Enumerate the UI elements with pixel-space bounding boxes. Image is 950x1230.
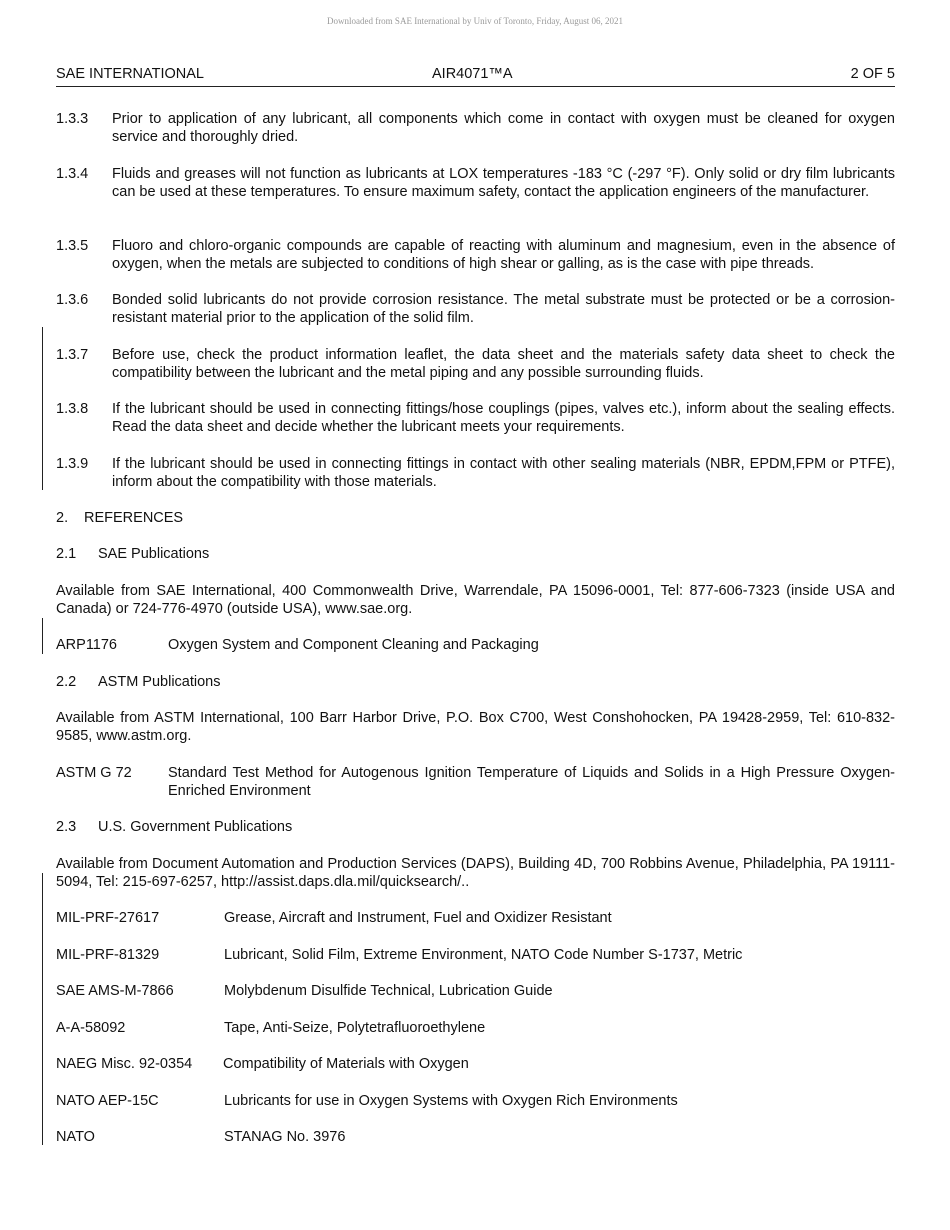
reference-item — [56, 764, 895, 800]
reference-item — [56, 946, 895, 964]
paragraph-number: 1.3.8 — [56, 401, 89, 417]
paragraph-1-3-6 — [56, 291, 895, 327]
paragraph-number: 1.3.7 — [56, 347, 89, 363]
heading-number: 2. — [56, 510, 69, 526]
reference-item — [56, 1019, 895, 1037]
reference-code: NATO — [56, 1129, 95, 1145]
reference-item — [56, 636, 895, 654]
reference-description: Oxygen System and Component Cleaning and Packaging — [168, 637, 539, 653]
reference-description: Compatibility of Materials with Oxygen — [223, 1056, 469, 1072]
reference-description: STANAG No. 3976 — [224, 1129, 346, 1145]
paragraph-number: 1.3.3 — [56, 111, 89, 127]
subsection-heading-astm — [56, 673, 221, 691]
reference-description: Lubricants for use in Oxygen Systems with Oxygen Rich Environments — [224, 1093, 678, 1109]
reference-description: Grease, Aircraft and Instrument, Fuel and Oxidizer Resistant — [224, 910, 612, 926]
reference-code: MIL-PRF-81329 — [56, 947, 160, 963]
heading-number: 2.2 — [56, 674, 77, 690]
government-availability: Available from Document Automation and Production Services (DAPS), Building 4D, 700 Robbins Avenue, Philadelphia, PA 19111-5094, Tel: 215-697-6257, http://assist.daps.dla.mil/quicksearch/.. — [56, 856, 895, 890]
paragraph-1-3-7 — [56, 346, 895, 382]
header-doc-id: AIR4071™A — [432, 66, 513, 82]
sae-availability: Available from SAE International, 400 Commonwealth Drive, Warrendale, PA 15096-0001, Tel: 877-606-7323 (inside USA and Canada) or 724-776-4970 (outside USA), www.sae.org. — [56, 583, 895, 617]
paragraph-number: 1.3.6 — [56, 292, 89, 308]
paragraph-text: Prior to application of any lubricant, all components which come in contact with oxygen must be cleaned for oxygen service and thoroughly dried. — [112, 111, 895, 145]
heading-title: ASTM Publications — [98, 674, 221, 690]
revision-change-bar — [42, 873, 43, 1145]
paragraph-1-3-5 — [56, 237, 895, 273]
reference-code: A-A-58092 — [56, 1020, 126, 1036]
paragraph-1-3-9 — [56, 455, 895, 491]
paragraph-text: If the lubricant should be used in connecting fittings in contact with other sealing materials (NBR, EPDM,FPM or PTFE), inform about the compatibility with those materials. — [112, 456, 895, 490]
reference-code: SAE AMS-M-7866 — [56, 983, 174, 999]
paragraph-text: Fluids and greases will not function as lubricants at LOX temperatures -183 °C (-297 °F). Only solid or dry film lubricants can be used at these temperatures. To ensure maximum safety, contact the application engineers of the manufacturer. — [112, 166, 895, 200]
reference-code: NATO AEP-15C — [56, 1093, 159, 1109]
paragraph-1-3-8 — [56, 400, 895, 436]
heading-title: SAE Publications — [98, 546, 210, 562]
reference-description: Lubricant, Solid Film, Extreme Environment, NATO Code Number S-1737, Metric — [224, 947, 743, 963]
heading-title: REFERENCES — [84, 510, 184, 526]
paragraph-number: 1.3.5 — [56, 238, 89, 254]
reference-item — [56, 1128, 895, 1146]
reference-description: Standard Test Method for Autogenous Ignition Temperature of Liquids and Solids in a High Pressure Oxygen-Enriched Environment — [168, 765, 895, 799]
reference-item — [56, 982, 895, 1000]
paragraph-text: Fluoro and chloro-organic compounds are capable of reacting with aluminum and magnesium, even in the absence of oxygen, when the metals are subjected to conditions of high shear or galling, as is the case with pipe threads. — [112, 238, 895, 272]
reference-code: ARP1176 — [56, 637, 117, 653]
paragraph-1-3-3 — [56, 110, 895, 146]
reference-code: ASTM G 72 — [56, 765, 132, 781]
paragraph-text: Before use, check the product information leaflet, the data sheet and the materials safety data sheet to check the compatibility between the lubricant and the metal piping and any possible surrounding fluids. — [112, 347, 895, 381]
revision-change-bar — [42, 327, 43, 490]
page-header — [56, 66, 895, 87]
section-heading-references — [56, 509, 183, 527]
reference-item — [56, 1055, 895, 1073]
paragraph-number: 1.3.4 — [56, 166, 89, 182]
heading-number: 2.1 — [56, 546, 77, 562]
reference-item — [56, 909, 895, 927]
paragraph-number: 1.3.9 — [56, 456, 89, 472]
header-org: SAE INTERNATIONAL — [56, 66, 204, 82]
reference-item — [56, 1092, 895, 1110]
download-watermark: Downloaded from SAE International by Univ of Toronto, Friday, August 06, 2021 — [326, 16, 624, 26]
reference-description: Tape, Anti-Seize, Polytetrafluoroethylene — [224, 1020, 486, 1036]
revision-change-bar — [42, 618, 43, 654]
header-page-number: 2 OF 5 — [850, 66, 895, 82]
paragraph-text: Bonded solid lubricants do not provide corrosion resistance. The metal substrate must be protected or be a corrosion-resistant material prior to the application of the solid film. — [112, 292, 895, 326]
heading-title: U.S. Government Publications — [98, 819, 293, 835]
reference-code: MIL-PRF-27617 — [56, 910, 160, 926]
reference-description: Molybdenum Disulfide Technical, Lubrication Guide — [224, 983, 553, 999]
astm-availability: Available from ASTM International, 100 Barr Harbor Drive, P.O. Box C700, West Conshohocken, PA 19428-2959, Tel: 610-832-9585, www.astm.org. — [56, 710, 895, 744]
heading-number: 2.3 — [56, 819, 77, 835]
paragraph-1-3-4 — [56, 165, 895, 201]
paragraph-text: If the lubricant should be used in connecting fittings/hose couplings (pipes, valves etc.), inform about the sealing effects. Read the data sheet and decide whether the lubricant meets your requirements. — [112, 401, 895, 435]
subsection-heading-government — [56, 818, 292, 836]
subsection-heading-sae — [56, 545, 209, 563]
reference-code: NAEG Misc. 92-0354 — [56, 1056, 193, 1072]
